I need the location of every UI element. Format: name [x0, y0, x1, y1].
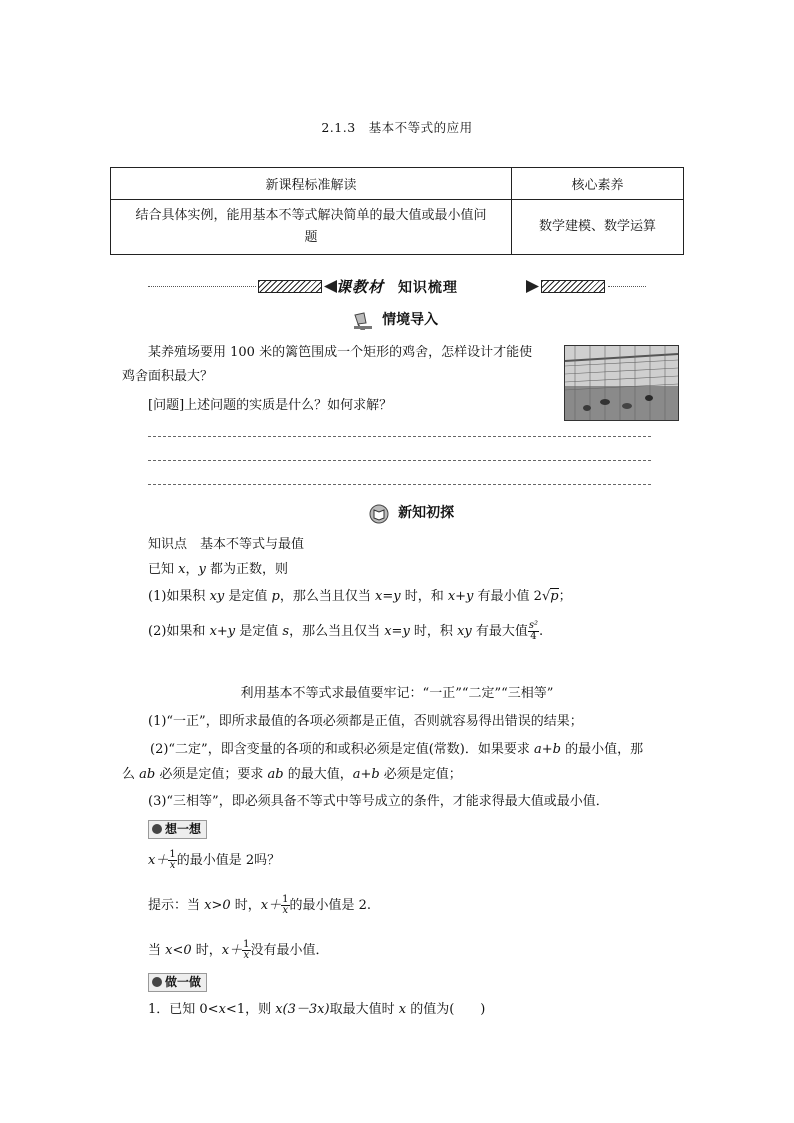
text: 时，: [230, 898, 261, 913]
expr-x-plus: x＋: [260, 898, 282, 913]
table-cell-standard: [111, 200, 512, 255]
text: 时，和: [400, 589, 448, 604]
frac-numerator: 1: [282, 894, 289, 905]
expr-ab: ab: [267, 767, 284, 782]
text: 1．已知 0<: [148, 1002, 219, 1017]
var-y: y: [198, 562, 206, 577]
remember-r2-line2: [122, 765, 462, 785]
expr-ab: ab: [139, 767, 156, 782]
remember-heading: 利用基本不等式求最值要牢记：“一正”“二定”“三相等”: [240, 686, 554, 701]
text: 的最小值，那: [560, 742, 644, 757]
remember-r1: (1)“一正”，即所求最值的各项必须都是正值，否则就容易得出错误的结果；: [148, 714, 583, 729]
expr-x-plus-y: x+y: [447, 589, 474, 604]
banner-dotted-right: [608, 286, 646, 287]
fraction-s2-over-4: [528, 621, 539, 642]
expr-x-plus: x＋: [221, 943, 243, 958]
answer-line-1: [148, 436, 651, 437]
text: 都为正数，则: [205, 562, 288, 577]
heart-icon: [152, 977, 162, 987]
banner-title-part1: 课教材: [336, 278, 385, 296]
think-tag: [148, 820, 207, 839]
section-banner: [148, 276, 646, 298]
text: 提示：当: [148, 898, 205, 913]
think-question: [148, 848, 280, 874]
expr-x-gt-0: x>0: [204, 898, 231, 913]
heart-icon: [152, 824, 162, 834]
expr-a-plus-b: a+b: [352, 767, 380, 782]
intro-line2: 鸡舍面积最大？: [122, 369, 214, 384]
frac-denominator: x: [169, 860, 176, 871]
text: 有最大值: [471, 624, 528, 639]
book-icon: [368, 504, 390, 524]
table-cell-standard-line1: 结合具体实例，能用基本不等式解决简单的最大值或最小值问: [135, 208, 487, 223]
text: 的最大值，: [283, 767, 353, 782]
text: 的最小值是 2.: [289, 898, 372, 913]
text: 是定值: [224, 589, 272, 604]
answer-line-3: [148, 484, 651, 485]
think-case2: [148, 938, 329, 964]
chicken-coop-photo: [564, 345, 679, 421]
text: (1)如果积: [148, 589, 210, 604]
expr-x-eq-y: x=y: [384, 624, 410, 639]
text: 必须是定值；要求: [155, 767, 268, 782]
fraction-1-over-x: [281, 895, 289, 916]
think-tag-label: 想一想: [165, 822, 202, 836]
frac-numerator: 1: [243, 939, 250, 950]
table-header-literacy: 核心素养: [512, 168, 684, 200]
var-x: x: [218, 1002, 226, 1017]
table-cell-standard-line2: 题: [304, 230, 318, 245]
think-hint: [148, 893, 371, 919]
section-new-knowledge-title: 新知初探: [398, 505, 455, 521]
text: 没有最小值．: [250, 943, 329, 958]
practice-question-1: [148, 1000, 485, 1020]
practice-tag-label: 做一做: [165, 975, 202, 989]
text: 当: [148, 943, 166, 958]
text: 时，: [191, 943, 222, 958]
expr-x-3-minus-3x: x(3－3x): [275, 1002, 330, 1017]
section-new-knowledge: [368, 502, 454, 524]
fraction-1-over-x: [242, 940, 250, 961]
answer-line-2: [148, 460, 651, 461]
intro-question: [问题]上述问题的实质是什么？如何求解？: [148, 398, 393, 413]
knowledge-given: [148, 560, 288, 580]
text: 么: [122, 767, 140, 782]
frac-denominator: 4: [530, 631, 537, 642]
intro-line1: 某养殖场要用 100 米的篱笆围成一个矩形的鸡舍，怎样设计才能使: [148, 345, 533, 360]
fraction-1-over-x: [168, 850, 176, 871]
var-xy: xy: [457, 624, 472, 639]
text: (2)“二定”，即含变量的各项的和或积必须是定值(常数)．如果要求: [150, 742, 534, 757]
text: 时，积: [409, 624, 458, 639]
var-x: x: [398, 1002, 407, 1017]
text: .: [539, 624, 544, 639]
expr-x-lt-0: x<0: [165, 943, 192, 958]
page-title: 2.1.3 基本不等式的应用: [321, 120, 473, 135]
text: 是定值: [235, 624, 283, 639]
megaphone-icon: [352, 311, 374, 331]
text: 的最小值是 2吗？: [176, 853, 281, 868]
text: ，那么当且仅当: [289, 624, 385, 639]
var-x: x: [178, 562, 186, 577]
section-scenario-title: 情境导入: [382, 312, 439, 328]
text: 必须是定值；: [379, 767, 462, 782]
var-s: s: [282, 624, 290, 639]
text: <1，则: [225, 1002, 276, 1017]
table-header-standard: 新课程标准解读: [111, 168, 512, 200]
practice-tag: [148, 973, 207, 992]
expr-x-eq-y: x=y: [374, 589, 401, 604]
knowledge-point: 知识点 基本不等式与最值: [148, 537, 305, 552]
sqrt-icon: √: [541, 589, 551, 604]
banner-hatch-right: [541, 280, 605, 293]
text: 有最小值: [473, 589, 534, 604]
knowledge-case1: [148, 587, 572, 607]
coef-2: 2: [533, 589, 542, 604]
text: 已知: [148, 562, 179, 577]
frac-denominator: x: [282, 905, 289, 916]
text: (2)如果和: [148, 624, 210, 639]
expr-x-plus-y: x+y: [209, 624, 236, 639]
curriculum-table: [110, 167, 684, 255]
frac-denominator: x: [243, 950, 250, 961]
frac-numerator: s²: [528, 620, 539, 631]
radicand-p: p: [550, 589, 559, 604]
text: 的值为( ): [406, 1002, 486, 1017]
knowledge-case2: [148, 620, 543, 644]
frac-numerator: 1: [169, 849, 176, 860]
var-xy: xy: [209, 589, 225, 604]
section-scenario: [352, 309, 438, 331]
text: 取最大值时: [329, 1002, 399, 1017]
banner-title-part2: 知识梳理: [397, 280, 458, 296]
remember-r3: (3)“三相等”，即必须具备不等式中等号成立的条件，才能求得最大值或最小值．: [148, 794, 609, 809]
expr-x-plus: x＋: [148, 853, 169, 868]
text: ，: [185, 562, 199, 577]
table-cell-literacy: 数学建模、数学运算: [512, 200, 684, 255]
expr-a-plus-b: a+b: [533, 742, 561, 757]
var-p: p: [271, 589, 280, 604]
text: ；: [558, 589, 572, 604]
remember-r2-line1: [150, 740, 643, 760]
text: ，那么当且仅当: [279, 589, 375, 604]
